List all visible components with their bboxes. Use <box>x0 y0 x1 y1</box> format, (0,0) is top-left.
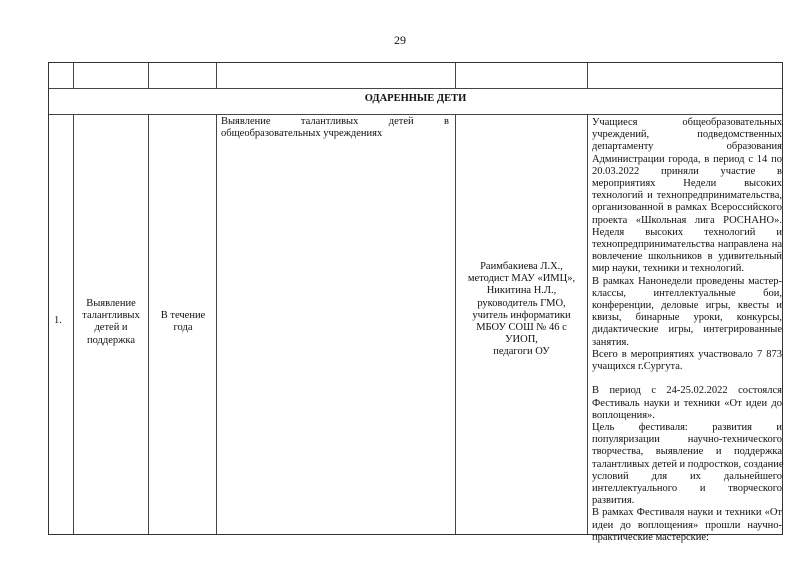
col-divider <box>148 63 149 88</box>
result-line: Фестиваль науки и техники «От идеи до <box>592 397 782 409</box>
col-divider <box>73 114 74 534</box>
result-line: Всего в мероприятиях участвовало 7 873 <box>592 348 782 360</box>
responsible-line: УИОП, <box>505 334 538 346</box>
col-divider <box>73 63 74 88</box>
section-title: ОДАРЕННЫЕ ДЕТИ <box>364 93 467 104</box>
result-line: классы, интеллектуальные бои, <box>592 287 782 299</box>
result-line: В рамках Нанонедели проведены мастер- <box>592 275 782 287</box>
result-line: конференции, деловые игры, квесты и <box>592 300 782 312</box>
col-divider <box>216 114 217 534</box>
result-line: идеи до воплощения» прошли научно- <box>592 519 782 531</box>
direction-cell: Выявление талантливых детей и поддержка <box>82 298 140 346</box>
result-line: департаменту образования <box>592 141 782 153</box>
result-line <box>592 373 782 385</box>
result-line: Неделя высоких технологий и <box>592 226 782 238</box>
result-line: квизы, бинарные уроки, конкурсы, <box>592 312 782 324</box>
row-number: 1. <box>54 315 62 326</box>
result-line: проекта «Школьная лига РОСНАНО». <box>592 214 782 226</box>
term-cell: В течение года <box>160 310 206 334</box>
result-line: 20.03.2022 приняли участие в <box>592 165 782 177</box>
result-line: В рамках Фестиваля науки и техники «От <box>592 507 782 519</box>
col-divider <box>455 63 456 88</box>
result-line: организованной в рамках Всероссийского <box>592 202 782 214</box>
result-line: Администрации города, в период с 14 по <box>592 153 782 165</box>
result-line: популяризации научно-технического <box>592 434 782 446</box>
responsible-cell <box>456 261 587 359</box>
result-line: вовлечение школьников в удивительный <box>592 251 782 263</box>
result-line: интеллектуального и творческого <box>592 483 782 495</box>
responsible-line: учитель информатики <box>472 309 571 321</box>
result-line: практические мастерские: <box>592 531 709 543</box>
responsible-line: педагоги ОУ <box>493 346 550 358</box>
result-line: мир науки, техники и технологий. <box>592 263 745 275</box>
result-line: учащихся г.Сургута. <box>592 361 683 373</box>
plan-table <box>48 62 784 543</box>
responsible-line: руководитель ГМО, <box>477 297 566 309</box>
result-line: дидактические игры, интегрированные <box>592 324 782 336</box>
col-divider <box>216 63 217 88</box>
result-line: технопредпринимательства направлена на <box>592 239 782 251</box>
result-line: Учащиеся общеобразовательных <box>592 117 782 128</box>
result-line: развития. <box>592 495 635 507</box>
result-line: учреждений, подведомственных <box>592 129 782 141</box>
responsible-line: методист МАУ «ИМЦ», <box>467 273 576 285</box>
result-line: В период с 24-25.02.2022 состоялся <box>592 385 782 397</box>
responsible-line: Раимбакиева Л.Х., <box>480 261 563 272</box>
col-divider <box>148 114 149 534</box>
responsible-line: МБОУ СОШ № 46 с <box>476 322 567 334</box>
result-line: талантливых детей и подростков, создание <box>592 458 784 470</box>
result-line: условий для их дальнейшего <box>592 470 782 482</box>
page-number: 29 <box>394 33 406 47</box>
result-line: занятия. <box>592 336 629 348</box>
result-line: Цель фестиваля: развития и <box>592 422 782 434</box>
responsible-line: Никитина Н.Л., <box>486 285 557 297</box>
result-line: мероприятиях Недели высоких <box>592 178 782 190</box>
result-cell <box>592 117 782 544</box>
col-divider <box>587 63 588 88</box>
result-line: воплощения». <box>592 409 655 421</box>
col-divider <box>587 114 588 534</box>
result-line: творчества, выявление и поддержка <box>592 446 782 458</box>
result-line: технологий и технопредпринимательства, <box>592 190 782 202</box>
activity-cell: Выявление талантливых детей в общеобразовательных учреждениях <box>221 116 449 140</box>
